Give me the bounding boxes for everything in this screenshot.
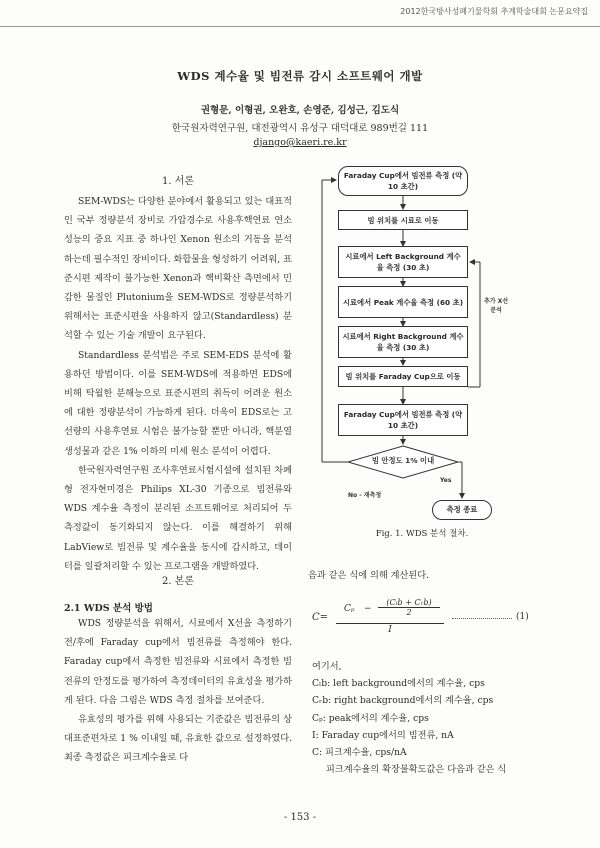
definitions-intro: 여기서, [312, 661, 342, 672]
subsection-heading: 2.1 WDS 분석 방법 [64, 603, 153, 614]
body-paragraph-2: 유효성의 평가를 위해 사용되는 기준값은 빔전류의 상대표준편차로 1 % 이내일 때, 유효한 값으로 설정하였다. 최종 측정값은 피크계수율로 다 [64, 714, 292, 764]
flow-end: 측정 종료 [432, 500, 492, 520]
side-label-line-2: 분석 [490, 307, 502, 314]
variable-definitions [312, 658, 542, 778]
eq-inner-fraction [378, 598, 440, 617]
section-heading-body: 2. 본론 [161, 576, 195, 587]
eq-numerator [336, 598, 444, 618]
yes-label: Yes [440, 477, 452, 484]
eq-inner-denominator: 2 [378, 607, 440, 617]
section-heading-intro: 1. 서론 [161, 176, 195, 187]
right-column-continuation: 음과 같은 식에 의해 계산된다. [308, 570, 430, 581]
definition-i: I: Faraday cup에서의 빔전류, nA [312, 729, 454, 741]
body-paragraph-1: WDS 정량분석을 위해서, 시료에서 X선을 측정하기 전/후에 Faraday cup에서 빔전류를 측정해야 한다. Faraday cup에서 측정한 빔전류와 시료에서 측정한 빔전류의 안정도를 평가하여 측정데이터의 유효성을 평가하게 된다. 다음 그림은 WDS 측정 절차를 보여준다. [64, 618, 292, 706]
body-text [64, 614, 292, 768]
paper-title: WDS 계수율 및 빔전류 감시 소프트웨어 개발 [177, 69, 423, 83]
paper-authors: 권형문, 이형권, 오완호, 손영준, 김성근, 김도식 [200, 105, 400, 116]
flow-step-5: 시료에서 Right Background 계수율 측정 (30 초) [338, 326, 468, 358]
flow-step-4: 시료에서 Peak 계수율 측정 (60 초) [338, 286, 468, 318]
flow-step-3: 시료에서 Left Background 계수율 측정 (30 초) [338, 246, 468, 278]
paper-affiliation: 한국원자력연구원, 대전광역시 유성구 대덕대로 989번길 111 [171, 123, 429, 134]
page-number: - 153 - [283, 812, 317, 823]
figure-caption: Fig. 1. WDS 분석 절차. [375, 529, 469, 539]
intro-text [64, 192, 292, 576]
definition-crb: Cᵣb: right background에서의 계수율, cps [312, 695, 494, 707]
no-label: No - 재측정 [348, 492, 382, 499]
side-label-additional-xray [484, 296, 508, 314]
intro-paragraph-1: SEM-WDS는 다양한 분야에서 활용되고 있는 대표적인 국부 정량분석 장비로 가압경수로 사용후핵연료 연소성능의 중요 지표 중 하나인 Xenon 원소의 거동을 분석하는데 필수적인 장비이다. 화합물을 형성하기 어려워, 표준시편 제작이 불가능한 Xenon과 핵비확산 측면에서 민감한 물질인 Plutonium을 SEM-WDS로 정량분석하기 위해서는 표준시편을 사용하지 않고(Standardless) 분석할 수 있는 기술 개발이 요구된다. [64, 196, 292, 342]
running-header: 2012한국방사성폐기물학회 추계학술대회 논문요약집 [400, 7, 588, 16]
equation-1 [312, 598, 542, 640]
eq-fraction [336, 598, 444, 640]
eq-inner-numerator: (Cₗb + Cᵣb) [386, 598, 432, 607]
eq-number: (1) [516, 612, 529, 622]
eq-minus: − [364, 604, 372, 614]
eq-cp: Cₚ [344, 604, 355, 614]
intro-paragraph-2: Standardless 분석법은 주로 SEM-EDS 분석에 활용하던 방법이다. 이를 SEM-WDS에 적용하면 EDS에 비해 탁월한 분해능으로 표준시편의 취득이 어려운 원소에 대한 정량분석이 가능하게 된다. 더욱이 EDS로는 고선량의 사용후연료 시험은 불가능할 뿐만 아니라, 핵분열생성물과 같은 1% 이하의 미세 원소 분석이 어렵다. [64, 349, 292, 457]
definition-clb: Cₗb: left background에서의 계수율, cps [312, 678, 485, 690]
flow-step-6: 빔 위치를 Faraday Cup으로 이동 [338, 366, 468, 387]
flow-step-7: Faraday Cup에서 빔전류 측정 (약 10 초간) [338, 404, 468, 436]
flow-step-2: 빔 위치를 시료로 이동 [338, 210, 468, 230]
eq-denominator: I [388, 625, 392, 635]
eq-lhs: C= [312, 612, 329, 623]
decision-label: 빔 안정도 1% 이내 [371, 456, 435, 465]
definition-cp: Cₚ: peak에서의 계수율, cps [312, 712, 429, 724]
right-column-last-line: 피크계수율의 확장불확도값은 다음과 같은 식 [326, 764, 507, 776]
eq-leader-dots [452, 618, 512, 619]
flow-step-1: Faraday Cup에서 빔전류 측정 (약 10 초간) [338, 166, 468, 196]
paper-email[interactable]: django@kaeri.re.kr [253, 137, 347, 148]
definition-c: C: 피크계수율, cps/nA [312, 747, 407, 759]
eq-fraction-bar [336, 623, 444, 624]
side-label-line-1: 추가 X선 [484, 298, 509, 305]
intro-paragraph-3: 한국원자력연구원 조사후연료시험시설에 설치된 차폐형 전자현미경은 Philips XL-30 기종으로 빔전류와 WDS 계수율 측정이 분리된 소프트웨어로 처리되어 두 측정값이 동기화되지 않는다. 이를 해결하기 위해 LabView로 빔전류 및 계수율을 동시에 감시하고, 데이터를 일괄처리할 수 있는 프로그램을 개발하였다. [64, 464, 292, 572]
header-rule [0, 26, 600, 27]
